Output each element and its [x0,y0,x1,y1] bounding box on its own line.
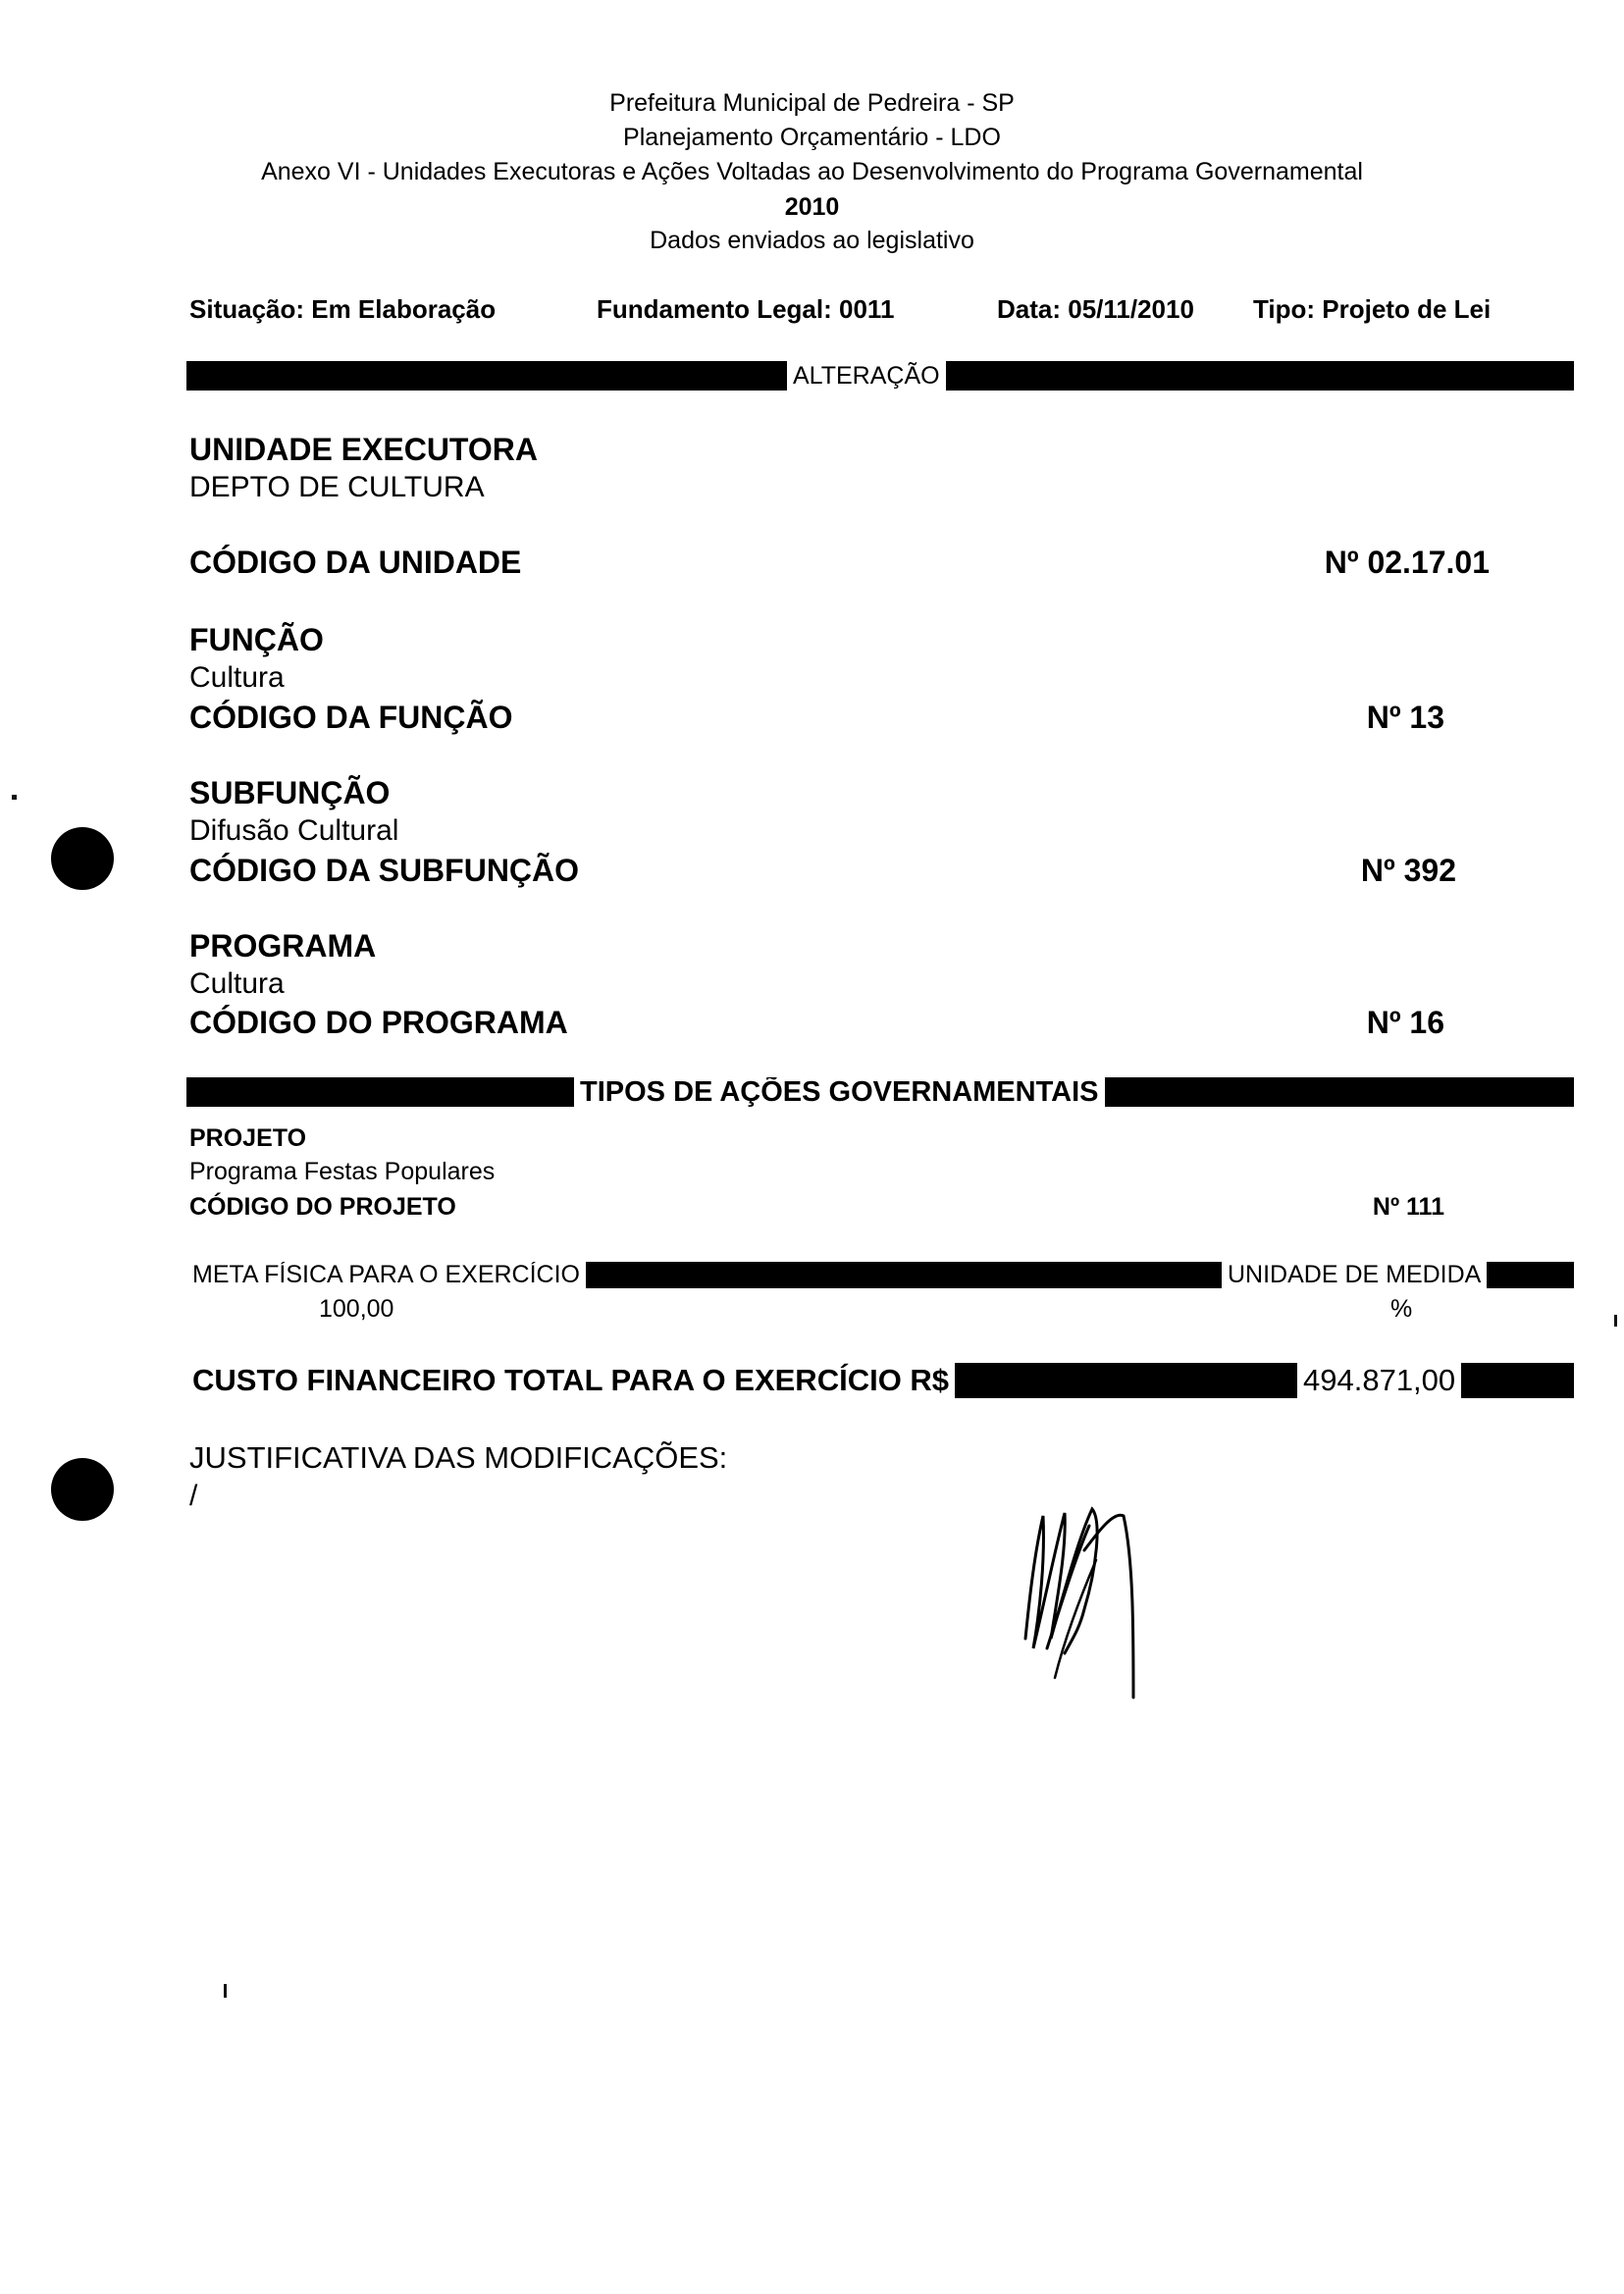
subfuncao-code-label: CÓDIGO DA SUBFUNÇÃO [189,853,580,888]
header-year: 2010 [784,193,840,221]
projeto-name: Programa Festas Populares [189,1158,496,1185]
meta-fisica-bar [186,1262,1574,1288]
header-line-2: Planejamento Orçamentário - LDO [623,124,1001,151]
subfuncao-code: Nº 392 [1360,853,1456,888]
projeto-title: PROJETO [189,1124,307,1152]
header-line-5: Dados enviados ao legislativo [650,227,974,254]
projeto-code: Nº 111 [1372,1193,1444,1221]
unidade-name: DEPTO DE CULTURA [189,471,485,503]
data-label: Data: 05/11/2010 [997,294,1194,324]
justificativa-label: JUSTIFICATIVA DAS MODIFICAÇÕES: [189,1440,728,1475]
custo-financeiro-value: 494.871,00 [1297,1363,1461,1398]
alteracao-bar [186,361,1574,391]
alteracao-label: ALTERAÇÃO [787,361,946,391]
unidade-medida-label: UNIDADE DE MEDIDA [1222,1262,1487,1288]
funcao-name: Cultura [189,661,285,694]
tipos-acoes-bar [186,1077,1574,1107]
funcao-code: Nº 13 [1366,700,1444,735]
programa-code-label: CÓDIGO DO PROGRAMA [189,1005,568,1040]
custo-financeiro-bar [186,1363,1574,1398]
subfuncao-title: SUBFUNÇÃO [189,775,391,810]
punch-hole-bottom [51,1458,114,1521]
signature [986,1491,1163,1707]
situacao-label: Situação: Em Elaboração [189,294,497,324]
projeto-code-label: CÓDIGO DO PROJETO [189,1193,456,1221]
unidade-title: UNIDADE EXECUTORA [189,432,538,467]
funcao-code-label: CÓDIGO DA FUNÇÃO [189,700,513,735]
scan-speck [1614,1315,1617,1327]
fundamento-label: Fundamento Legal: 0011 [597,294,895,324]
subfuncao-name: Difusão Cultural [189,814,399,847]
programa-name: Cultura [189,967,285,1000]
unidade-code: Nº 02.17.01 [1324,545,1490,580]
meta-fisica-unit: % [1390,1295,1413,1323]
scan-speck [224,1984,227,1998]
programa-title: PROGRAMA [189,928,377,964]
funcao-title: FUNÇÃO [189,622,324,657]
unidade-code-label: CÓDIGO DA UNIDADE [189,545,522,580]
header-line-3: Anexo VI - Unidades Executoras e Ações Voltadas ao Desenvolvimento do Programa Governamental [261,158,1363,185]
punch-hole-top [51,827,114,890]
tipo-label: Tipo: Projeto de Lei [1253,294,1492,324]
signature-stroke [1047,1515,1133,1697]
programa-code: Nº 16 [1366,1005,1444,1040]
meta-fisica-value: 100,00 [319,1295,394,1323]
header-line-1: Prefeitura Municipal de Pedreira - SP [609,89,1015,117]
justificativa-text: / [189,1480,198,1512]
meta-fisica-label: META FÍSICA PARA O EXERCÍCIO [186,1262,586,1288]
custo-financeiro-label: CUSTO FINANCEIRO TOTAL PARA O EXERCÍCIO R$ [186,1363,955,1398]
tipos-acoes-label: TIPOS DE AÇÕES GOVERNAMENTAIS [574,1077,1105,1107]
scan-speck [12,795,17,800]
